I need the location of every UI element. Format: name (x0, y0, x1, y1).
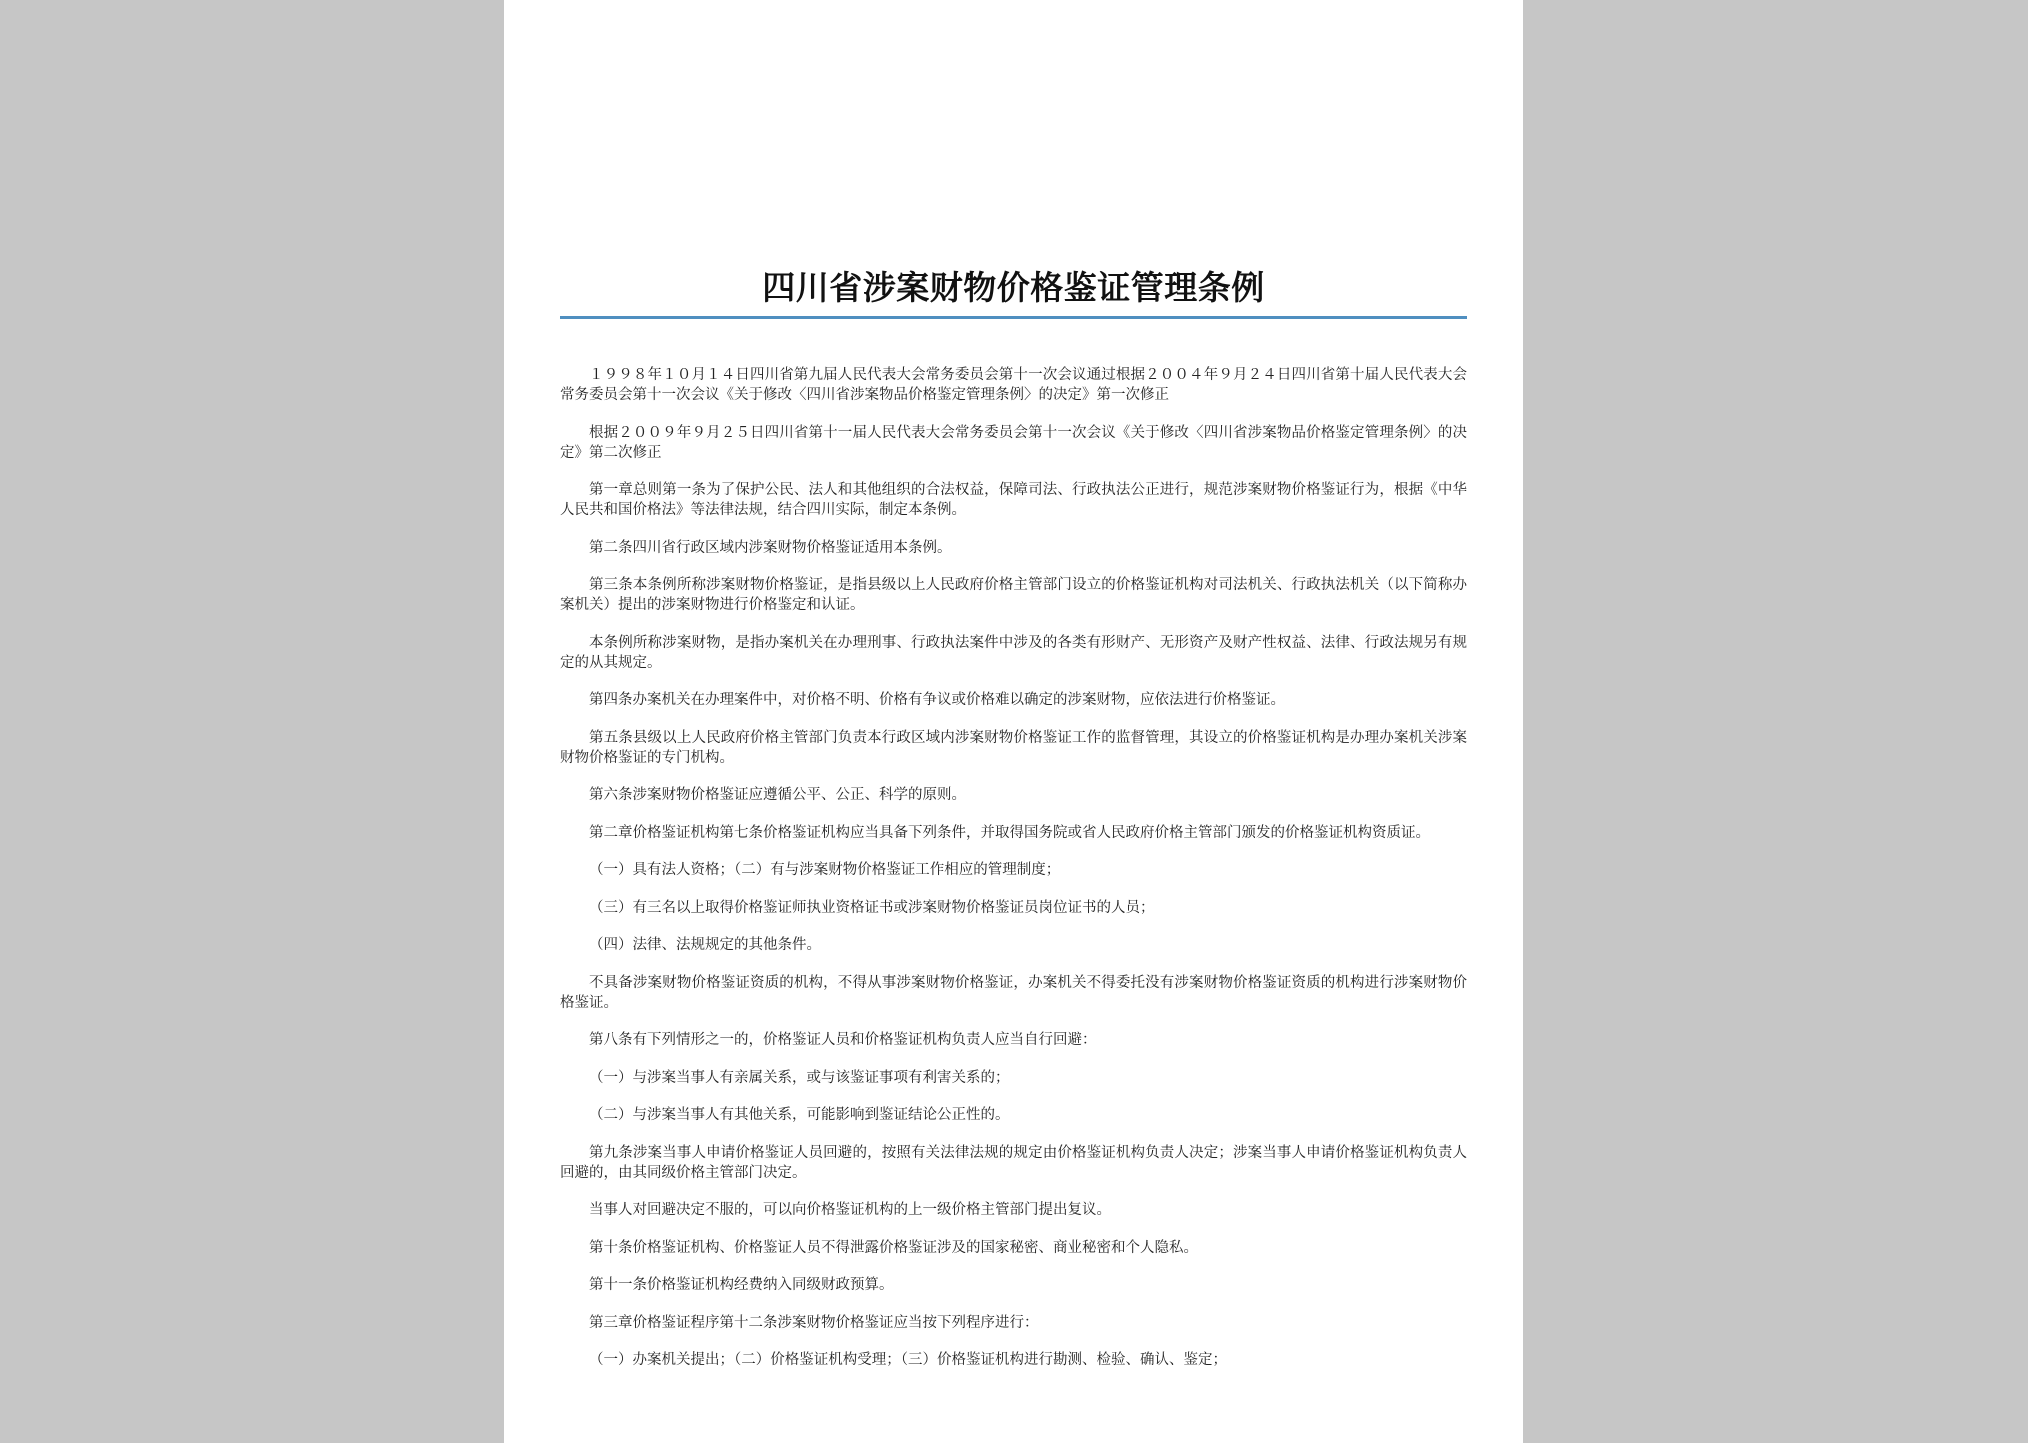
paragraph: 当事人对回避决定不服的，可以向价格鉴证机构的上一级价格主管部门提出复议。 (589, 1202, 1111, 1218)
document-page (504, 0, 1523, 1443)
paragraph: 第四条办案机关在办理案件中，对价格不明、价格有争议或价格难以确定的涉案财物，应依法进行价格鉴证。 (589, 692, 1285, 708)
paragraph: 第八条有下列情形之一的，价格鉴证人员和价格鉴证机构负责人应当自行回避： (589, 1032, 1097, 1048)
paragraph: 第三条本条例所称涉案财物价格鉴证，是指县级以上人民政府价格主管部门设立的价格鉴证机构对司法机关、行政执法机关（以下简称办案机关）提出的涉案财物进行价格鉴定和认证。 (560, 577, 1467, 613)
paragraph: （四）法律、法规规定的其他条件。 (589, 937, 821, 953)
paragraph: 第六条涉案财物价格鉴证应遵循公平、公正、科学的原则。 (589, 787, 966, 803)
paragraph: （二）与涉案当事人有其他关系，可能影响到鉴证结论公正性的。 (589, 1107, 1010, 1123)
paragraph: 第五条县级以上人民政府价格主管部门负责本行政区域内涉案财物价格鉴证工作的监督管理，其设立的价格鉴证机构是办理办案机关涉案财物价格鉴证的专门机构。 (560, 729, 1467, 766)
document-body (560, 365, 1467, 1388)
paragraph: 第十一条价格鉴证机构经费纳入同级财政预算。 (589, 1277, 894, 1293)
paragraph: （一）具有法人资格；（二）有与涉案财物价格鉴证工作相应的管理制度； (589, 862, 1061, 878)
paragraph: 第十条价格鉴证机构、价格鉴证人员不得泄露价格鉴证涉及的国家秘密、商业秘密和个人隐私。 (589, 1239, 1198, 1256)
paragraph: 本条例所称涉案财物，是指办案机关在办理刑事、行政执法案件中涉及的各类有形财产、无形资产及财产性权益、法律、行政法规另有规定的从其规定。 (560, 634, 1467, 671)
paragraph: 第一章总则第一条为了保护公民、法人和其他组织的合法权益，保障司法、行政执法公正进行，规范涉案财物价格鉴证行为，根据《中华人民共和国价格法》等法律法规，结合四川实际，制定本条例。 (560, 482, 1467, 518)
paragraph: （一）与涉案当事人有亲属关系，或与该鉴证事项有利害关系的； (589, 1069, 1010, 1086)
paragraph: １９９８年１０月１４日四川省第九届人民代表大会常务委员会第十一次会议通过根据２００４年９月２４日四川省第十届人民代表大会常务委员会第十一次会议《关于修改〈四川省涉案物品价格鉴定管理条例〉的决定》第一次修正 (560, 367, 1467, 403)
paragraph: 第九条涉案当事人申请价格鉴证人员回避的，按照有关法律法规的规定由价格鉴证机构负责人决定；涉案当事人申请价格鉴证机构负责人回避的，由其同级价格主管部门决定。 (560, 1144, 1467, 1181)
paragraph: 根据２００９年９月２５日四川省第十一届人民代表大会常务委员会第十一次会议《关于修改〈四川省涉案物品价格鉴定管理条例〉的决定》第二次修正 (560, 424, 1467, 461)
paragraph: 第二条四川省行政区域内涉案财物价格鉴证适用本条例。 (589, 539, 952, 556)
paragraph: 不具备涉案财物价格鉴证资质的机构，不得从事涉案财物价格鉴证，办案机关不得委托没有涉案财物价格鉴证资质的机构进行涉案财物价格鉴证。 (560, 974, 1467, 1011)
paragraph: 第三章价格鉴证程序第十二条涉案财物价格鉴证应当按下列程序进行： (589, 1314, 1039, 1331)
paragraph: （一）办案机关提出；（二）价格鉴证机构受理；（三）价格鉴证机构进行勘测、检验、确认、鉴定； (589, 1352, 1227, 1368)
paragraph: （三）有三名以上取得价格鉴证师执业资格证书或涉案财物价格鉴证员岗位证书的人员； (589, 899, 1155, 916)
document-title: 四川省涉案财物价格鉴证管理条例 (762, 268, 1265, 307)
title-divider (560, 316, 1467, 319)
paragraph: 第二章价格鉴证机构第七条价格鉴证机构应当具备下列条件，并取得国务院或省人民政府价格主管部门颁发的价格鉴证机构资质证。 (589, 824, 1430, 841)
